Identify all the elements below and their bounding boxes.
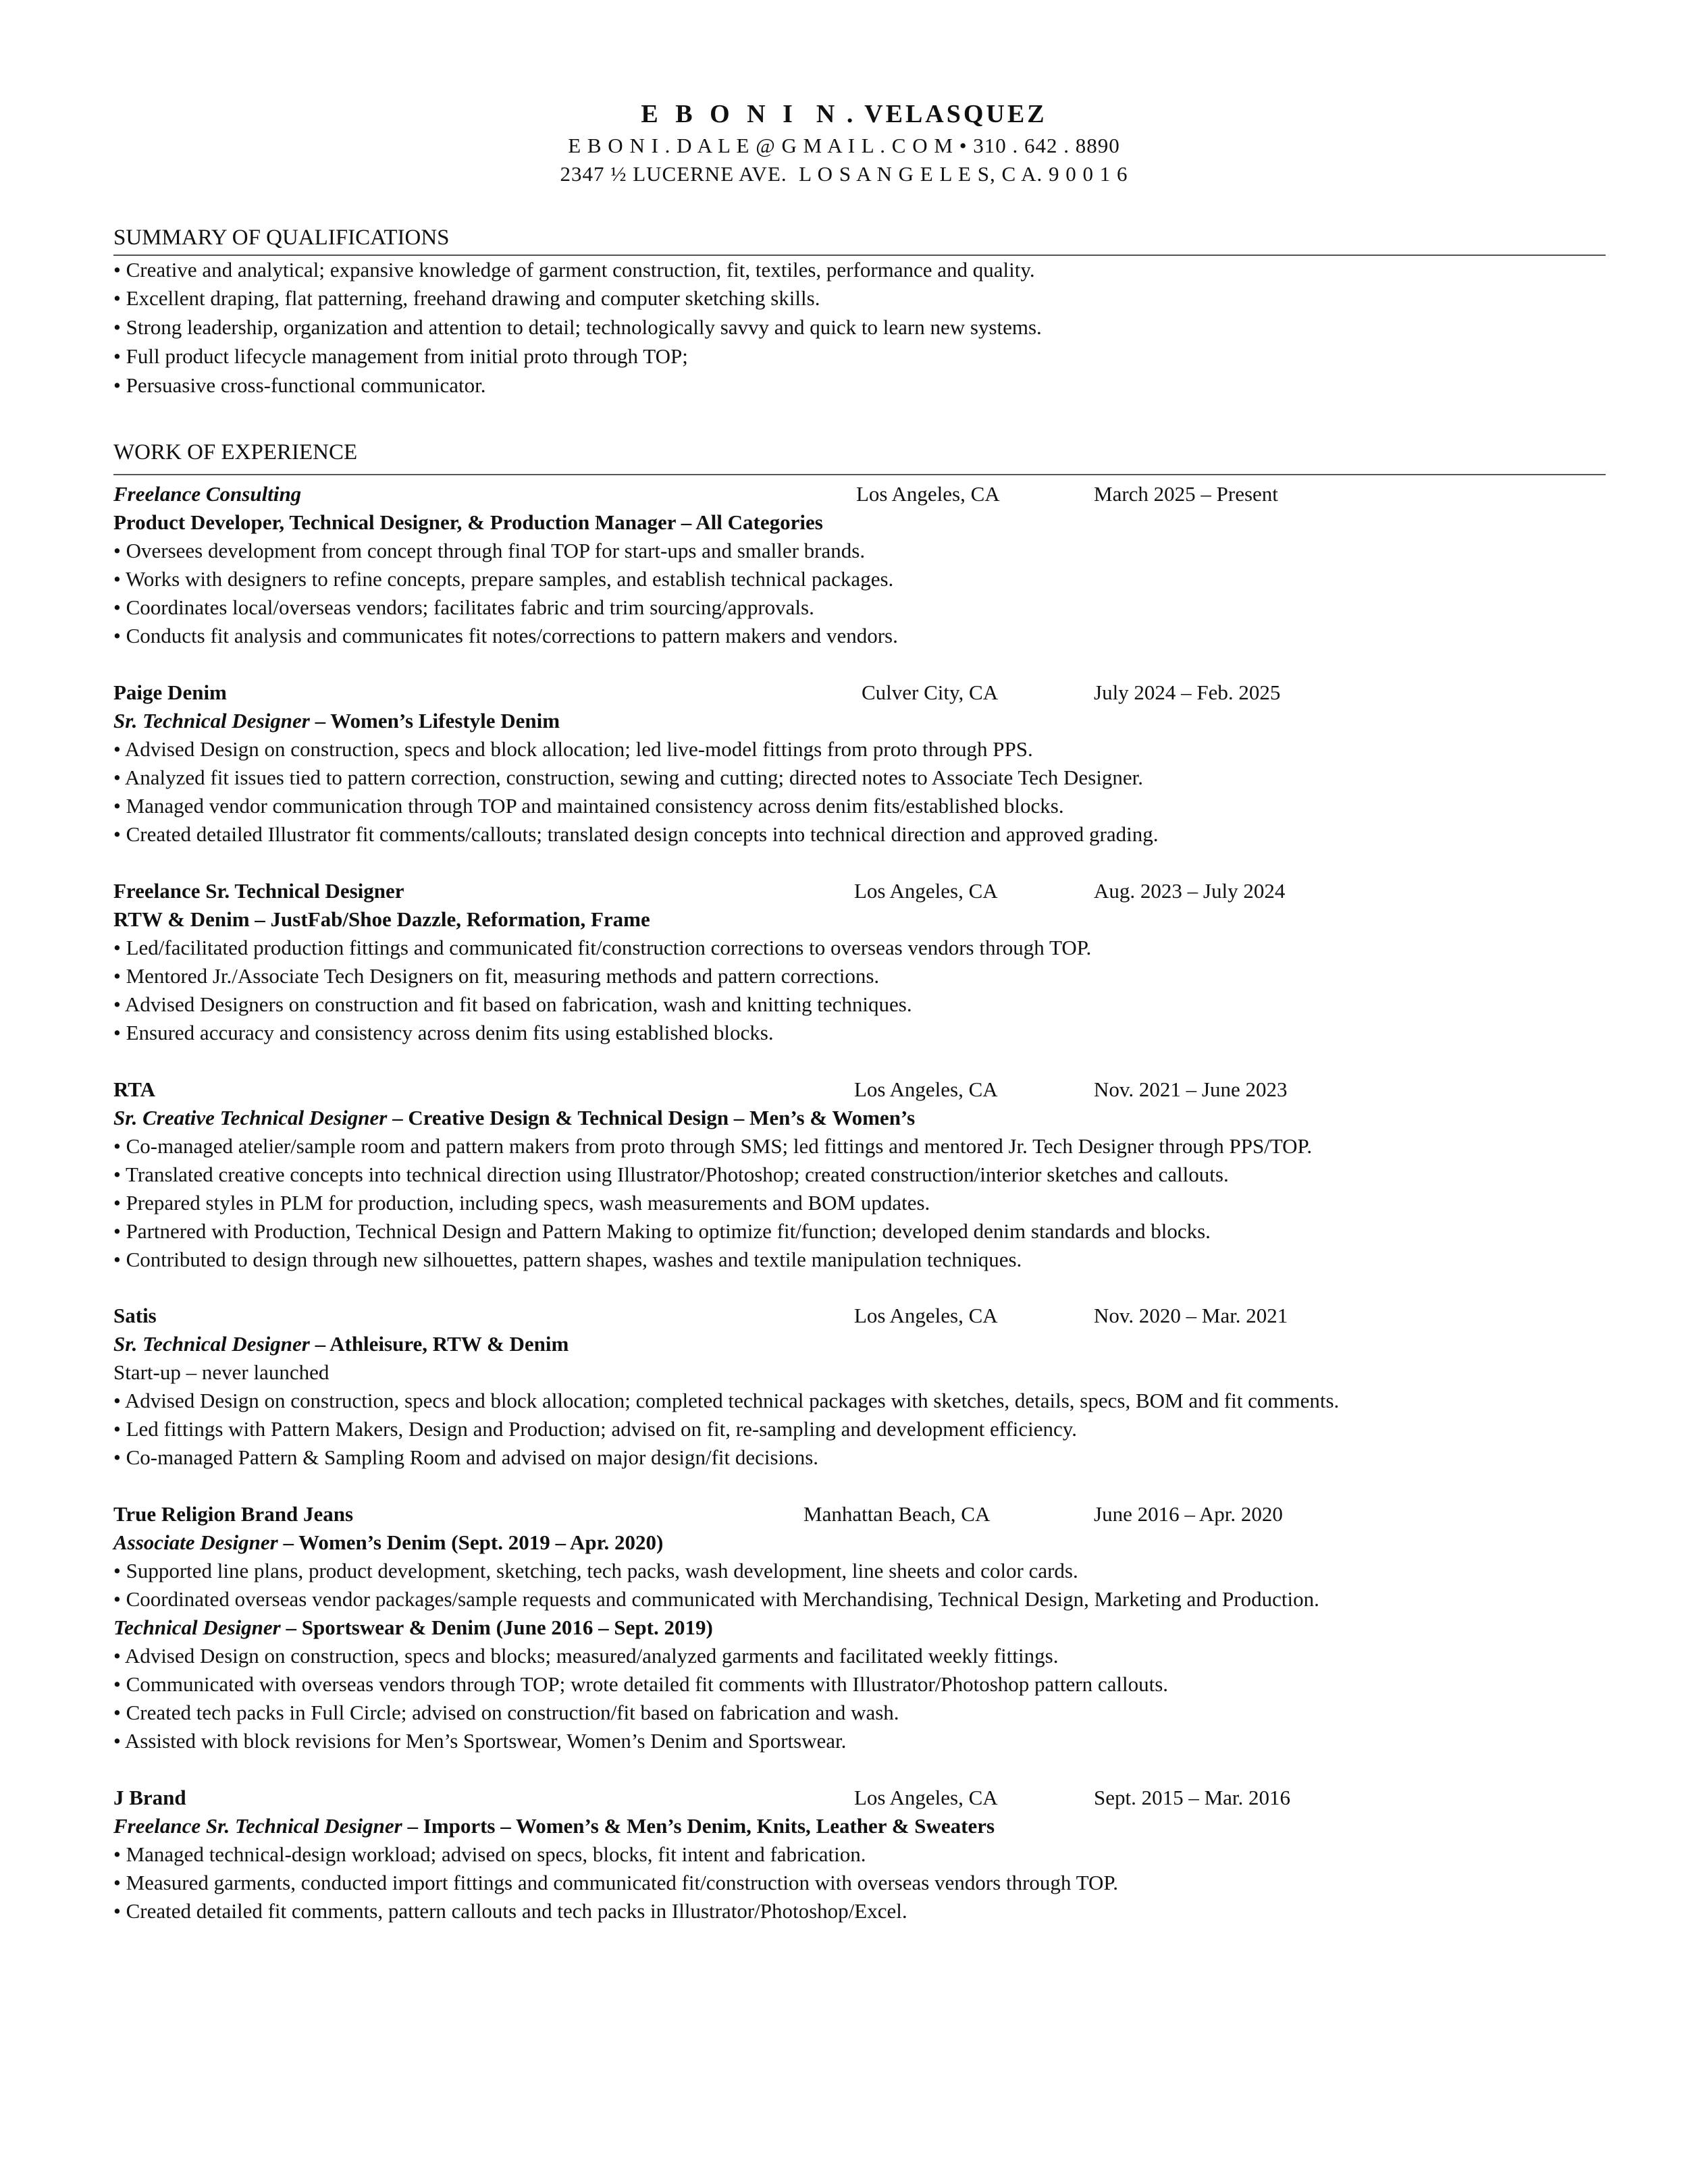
job-bullet: • Contributed to design through new silhouettes, pattern shapes, washes and textile manipulation techniques. [113,1248,1022,1271]
contact-line [0,132,1688,159]
job-role-detail: – Sportswear & Denim (June 2016 – Sept. 2019) [280,1616,713,1639]
job-bullet: • Advised Design on construction, specs and block allocation; led live-model fittings from proto through PPS. [113,737,1033,761]
email-text: E B O N I . D A L E @ G M A I L . C O M [568,134,953,157]
job-dates: Aug. 2023 – July 2024 [1094,879,1286,903]
job-role-title: Technical Designer [113,1616,281,1639]
job-role-detail: – Imports – Women’s & Men’s Denim, Knits, Leather & Sweaters [402,1814,995,1838]
summary-bullet: • Creative and analytical; expansive knowledge of garment construction, fit, textiles, performance and quality. [113,258,1035,282]
job-location: Manhattan Beach, CA [803,1502,991,1526]
job-role [113,1104,915,1131]
job-company: RTA [113,1077,156,1101]
job-role: Product Developer, Technical Designer, & Production Manager – All Categories [113,510,823,534]
job-note: Start-up – never launched [113,1360,329,1384]
job-location: Los Angeles, CA [854,1077,998,1101]
phone-text: 310 . 642 . 8890 [973,134,1120,157]
job-role [113,708,560,735]
job-role-title: Sr. Technical Designer [113,709,310,733]
address-line [0,161,1688,188]
candidate-name [0,99,1688,130]
job-role-title: Sr. Creative Technical Designer [113,1106,388,1129]
job-role [113,1813,995,1840]
name-last: N . VELASQUEZ [816,100,1047,128]
job-company: Satis [113,1304,157,1327]
job-bullet: • Advised Design on construction, specs and block allocation; completed technical packages with sketches, details, specs, BOM and fit comments. [113,1389,1340,1412]
experience-divider [113,474,1606,475]
job-location: Los Angeles, CA [856,482,1000,506]
job-bullet: • Coordinates local/overseas vendors; facilitates fabric and trim sourcing/approvals. [113,595,814,619]
job-bullet: • Co-managed atelier/sample room and pattern makers from proto through SMS; led fittings and mentored Jr. Tech Designer through PPS/TOP. [113,1134,1313,1158]
job-role-detail: – Athleisure, RTW & Denim [309,1332,569,1356]
job-dates: March 2025 – Present [1094,482,1278,506]
job-role-title: Freelance Sr. Technical Designer [113,1814,402,1838]
summary-bullet: • Strong leadership, organization and attention to detail; technologically savvy and quick to learn new systems. [113,315,1042,339]
job-role: RTW & Denim – JustFab/Shoe Dazzle, Reformation, Frame [113,907,650,931]
job-bullet: • Led fittings with Pattern Makers, Design and Production; advised on fit, re-sampling and development efficiency. [113,1417,1078,1441]
job-company: Paige Denim [113,681,227,704]
job-bullet: • Managed technical-design workload; advised on specs, blocks, fit intent and fabrication. [113,1842,866,1866]
job-bullet: • Oversees development from concept through final TOP for start-ups and smaller brands. [113,539,866,562]
job-role-detail: – Creative Design & Technical Design – Men’s & Women’s [387,1106,916,1129]
job-role-detail: – Women’s Denim (Sept. 2019 – Apr. 2020) [278,1530,664,1554]
job-location: Los Angeles, CA [854,879,998,903]
job-bullet: • Conducts fit analysis and communicates fit notes/corrections to pattern makers and vendors. [113,624,898,647]
job-company: J Brand [113,1786,186,1809]
job-location: Los Angeles, CA [854,1786,998,1809]
job-location: Culver City, CA [862,681,999,704]
job-role [113,1331,569,1358]
job-company: Freelance Sr. Technical Designer [113,879,404,903]
separator-dot: • [959,134,968,157]
job-dates: Sept. 2015 – Mar. 2016 [1094,1786,1291,1809]
job-bullet: • Supported line plans, product development, sketching, tech packs, wash development, line sheets and color cards. [113,1559,1078,1582]
job-bullet: • Managed vendor communication through TOP and maintained consistency across denim fits/established blocks. [113,794,1064,818]
summary-bullet: • Persuasive cross-functional communicator. [113,373,486,397]
job-bullet: • Created detailed Illustrator fit comments/callouts; translated design concepts into technical direction and approved grading. [113,822,1159,846]
job-bullet: • Translated creative concepts into technical direction using Illustrator/Photoshop; created construction/interior sketches and callouts. [113,1163,1229,1186]
job-bullet: • Analyzed fit issues tied to pattern correction, construction, sewing and cutting; directed notes to Associate Tech Designer. [113,766,1143,789]
summary-bullet: • Full product lifecycle management from initial proto through TOP; [113,344,688,368]
job-bullet: • Assisted with block revisions for Men’s Sportswear, Women’s Denim and Sportswear. [113,1729,847,1753]
name-first: E B O N I [641,100,798,128]
job-bullet: • Created tech packs in Full Circle; advised on construction/fit based on fabrication and wash. [113,1701,899,1724]
job-role-detail: – Women’s Lifestyle Denim [309,709,560,733]
job-bullet: • Ensured accuracy and consistency across denim fits using established blocks. [113,1021,774,1044]
job-bullet: • Works with designers to refine concepts, prepare samples, and establish technical packages. [113,567,894,591]
job-location: Los Angeles, CA [854,1304,998,1327]
job-bullet: • Created detailed fit comments, pattern callouts and tech packs in Illustrator/Photoshop/Excel. [113,1899,907,1923]
job-bullet: • Measured garments, conducted import fittings and communicated fit/construction with overseas vendors through TOP. [113,1871,1118,1894]
job-dates: Nov. 2021 – June 2023 [1094,1077,1288,1101]
summary-divider [113,255,1606,256]
job-bullet: • Advised Designers on construction and fit based on fabrication, wash and knitting techniques. [113,992,912,1016]
job-bullet: • Partnered with Production, Technical Design and Pattern Making to optimize fit/function; developed denim standards and blocks. [113,1219,1211,1243]
summary-title: SUMMARY OF QUALIFICATIONS [113,225,450,250]
address-street: 2347 ½ LUCERNE AVE. [560,162,787,186]
job-bullet: • Co-managed Pattern & Sampling Room and advised on major design/fit decisions. [113,1445,819,1469]
job-bullet: • Prepared styles in PLM for production, including specs, wash measurements and BOM updates. [113,1191,930,1215]
job-role-title: Sr. Technical Designer [113,1332,310,1356]
experience-title: WORK OF EXPERIENCE [113,440,358,464]
job-role [113,1529,663,1556]
job-bullet: • Mentored Jr./Associate Tech Designers on fit, measuring methods and pattern corrections. [113,964,880,988]
job-dates: Nov. 2020 – Mar. 2021 [1094,1304,1288,1327]
address-city: L O S A N G E L E S, C A. 9 0 0 1 6 [799,162,1128,186]
job-bullet: • Communicated with overseas vendors through TOP; wrote detailed fit comments with Illustrator/Photoshop pattern callouts. [113,1672,1169,1696]
job-dates: July 2024 – Feb. 2025 [1094,681,1281,704]
job-role-secondary [113,1614,713,1641]
job-bullet: • Advised Design on construction, specs and blocks; measured/analyzed garments and facilitated weekly fittings. [113,1644,1059,1668]
job-role-title: Associate Designer [113,1530,278,1554]
job-dates: June 2016 – Apr. 2020 [1094,1502,1283,1526]
job-company: True Religion Brand Jeans [113,1502,354,1526]
job-bullet: • Led/facilitated production fittings and communicated fit/construction corrections to overseas vendors through TOP. [113,936,1092,959]
job-company: Freelance Consulting [113,482,302,506]
job-bullet: • Coordinated overseas vendor packages/sample requests and communicated with Merchandising, Technical Design, Marketing and Production. [113,1587,1319,1611]
summary-bullet: • Excellent draping, flat patterning, freehand drawing and computer sketching skills. [113,286,820,310]
